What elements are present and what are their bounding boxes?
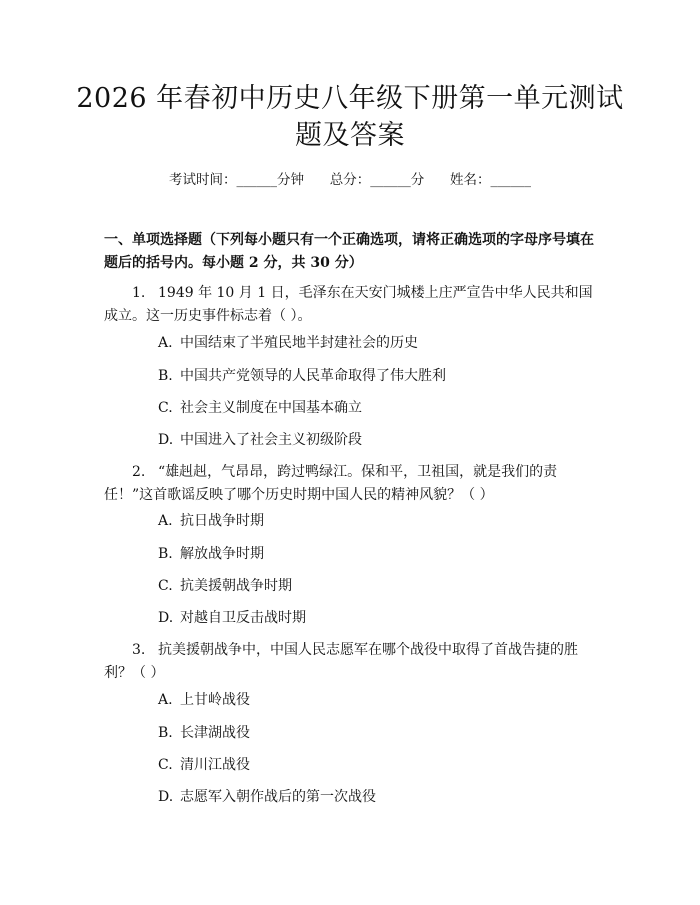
option-2a [158, 511, 264, 531]
option-3a [158, 690, 250, 710]
option-text: 中国进入了社会主义初级阶段 [180, 432, 362, 448]
exam-info-line: 考试时间：______分钟 总分：______分 姓名：______ [169, 172, 531, 188]
option-1b [158, 366, 446, 386]
option-text: 解放战争时期 [180, 546, 264, 562]
option-text: 抗美援朝战争时期 [180, 578, 292, 594]
option-1a [158, 333, 418, 353]
option-text: 社会主义制度在中国基本确立 [180, 400, 362, 416]
option-text: 上甘岭战役 [180, 692, 250, 708]
question-3 [104, 639, 602, 685]
option-letter: C. [158, 400, 173, 416]
option-text: 长津湖战役 [180, 725, 250, 741]
option-letter: D. [158, 789, 174, 805]
document-title [60, 80, 640, 154]
title-line-1: 2026 年春初中历史八年级下册第一单元测试 [76, 83, 624, 114]
option-text: 中国共产党领导的人民革命取得了伟大胜利 [180, 368, 446, 384]
question-2 [104, 461, 602, 507]
option-letter: A. [158, 692, 173, 708]
option-2c [158, 576, 292, 596]
option-1d [158, 430, 362, 450]
title-line-2: 题及答案 [295, 120, 405, 151]
question-number: 1. [132, 285, 146, 301]
option-3d [158, 787, 376, 807]
option-text: 对越自卫反击战时期 [180, 610, 306, 626]
question-number: 2. [132, 464, 146, 480]
option-2d [158, 608, 306, 628]
question-number: 3. [132, 642, 146, 658]
option-1c [158, 398, 362, 418]
option-text: 中国结束了半殖民地半封建社会的历史 [180, 335, 418, 351]
option-3b [158, 723, 250, 743]
question-text: 抗美援朝战争中，中国人民志愿军在哪个战役中取得了首战告捷的胜利？（ ） [104, 642, 578, 681]
option-text: 清川江战役 [180, 757, 250, 773]
section-heading: 一、单项选择题（下列每小题只有一个正确选项，请将正确选项的字母序号填在题后的括号内。每小题 2 分，共 30 分） [104, 232, 594, 271]
option-letter: B. [158, 368, 173, 384]
option-letter: A. [158, 335, 173, 351]
option-text: 抗日战争时期 [180, 513, 264, 529]
option-letter: B. [158, 725, 173, 741]
question-text: “雄赳赳，气昂昂，跨过鸭绿江。保和平，卫祖国，就是我们的责任！”这首歌谣反映了哪个历史时期中国人民的精神风貌？（ ） [104, 464, 558, 503]
option-letter: D. [158, 610, 174, 626]
option-letter: B. [158, 546, 173, 562]
option-letter: A. [158, 513, 173, 529]
question-1 [104, 282, 602, 328]
option-3c [158, 755, 250, 775]
option-letter: C. [158, 578, 173, 594]
option-text: 志愿军入朝作战后的第一次战役 [180, 789, 376, 805]
question-text: 1949 年 10 月 1 日，毛泽东在天安门城楼上庄严宣告中华人民共和国成立。这一历史事件标志着（ ）。 [104, 285, 593, 324]
option-letter: D. [158, 432, 174, 448]
option-2b [158, 544, 264, 564]
option-letter: C. [158, 757, 173, 773]
